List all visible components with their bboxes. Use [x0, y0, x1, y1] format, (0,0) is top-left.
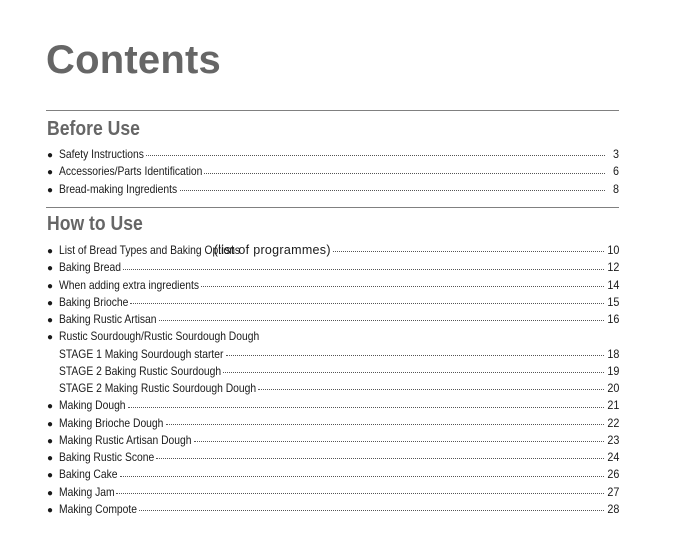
section-how-to-use [46, 207, 619, 518]
toc-entry[interactable] [46, 484, 619, 501]
dot-leader [166, 424, 604, 425]
page-number: 24 [606, 450, 619, 464]
dot-leader [223, 372, 604, 373]
entry-label: Making Brioche Dough [59, 415, 164, 430]
dot-leader [201, 286, 604, 287]
section-before-use [46, 110, 619, 198]
dot-leader [258, 389, 603, 390]
toc-entry[interactable] [46, 501, 619, 518]
page-number: 26 [606, 467, 619, 482]
bullet-icon: ● [47, 280, 54, 292]
entry-note: (list of programmes) [213, 243, 331, 257]
bullet-icon: ● [47, 297, 54, 309]
page-number: 15 [606, 294, 619, 309]
entry-label: Baking Rustic Artisan [59, 312, 157, 326]
toc-subentry[interactable] [46, 380, 619, 397]
bullet-icon: ● [47, 315, 54, 326]
toc-entry[interactable] [46, 397, 619, 414]
section-title: Before Use [47, 118, 140, 140]
dot-leader [139, 510, 604, 511]
entry-label: Rustic Sourdough/Rustic Sourdough Dough [59, 329, 260, 344]
page-title: Contents [46, 38, 221, 82]
dot-leader [204, 173, 605, 174]
toc-subentry[interactable] [46, 363, 619, 380]
entry-label: Safety Instructions [59, 147, 144, 161]
entry-label: Baking Brioche [59, 294, 129, 309]
entry-label: Making Compote [59, 501, 138, 516]
bullet-icon: ● [47, 167, 54, 179]
page-number: 10 [606, 243, 619, 257]
page-number: 3 [612, 147, 619, 161]
entry-label: When adding extra ingredients [59, 277, 199, 292]
dot-leader [180, 190, 605, 191]
dot-leader [130, 303, 604, 304]
entry-label: Baking Bread [59, 260, 121, 275]
toc-entry[interactable] [46, 259, 619, 276]
bullet-icon: ● [47, 504, 54, 516]
page-number: 14 [606, 277, 619, 292]
bullet-icon: ● [47, 470, 54, 482]
toc-entry[interactable] [46, 146, 619, 163]
section-divider [46, 207, 619, 208]
entry-label: Making Jam [59, 484, 115, 499]
toc-entry[interactable] [46, 181, 619, 198]
page-number: 21 [606, 398, 619, 413]
entry-label: List of Bread Types and Baking Options [59, 243, 241, 257]
toc-entry[interactable] [46, 415, 619, 432]
dot-leader [194, 441, 604, 442]
page-number: 16 [606, 312, 619, 326]
entry-label: STAGE 1 Making Sourdough starter [59, 346, 224, 361]
page-number: 23 [606, 432, 619, 447]
toc-entry[interactable] [46, 432, 619, 449]
page-number: 18 [606, 346, 619, 361]
page-number: 27 [606, 484, 619, 499]
dot-leader [159, 320, 604, 321]
toc-entry[interactable] [46, 311, 619, 328]
entry-label: STAGE 2 Making Rustic Sourdough Dough [59, 381, 257, 395]
page-number: 8 [612, 181, 619, 196]
entry-label: Bread-making Ingredients [59, 181, 178, 196]
bullet-icon: ● [47, 487, 54, 499]
bullet-icon: ● [47, 418, 54, 430]
dot-leader [116, 493, 603, 494]
bullet-icon: ● [47, 401, 54, 413]
page-number: 22 [606, 415, 619, 430]
section-title: How to Use [47, 213, 143, 235]
dot-leader [226, 355, 604, 356]
dot-leader [333, 251, 604, 252]
toc-entry[interactable] [46, 449, 619, 466]
entry-label: Accessories/Parts Identification [59, 164, 203, 179]
page-number: 28 [606, 501, 619, 516]
dot-leader [156, 458, 604, 459]
dot-leader [123, 269, 604, 270]
entry-label: Making Rustic Artisan Dough [59, 432, 192, 447]
page-number: 12 [606, 260, 619, 275]
toc-entry[interactable] [46, 328, 619, 345]
dot-leader [146, 155, 605, 156]
bullet-icon: ● [47, 150, 54, 161]
toc-entry[interactable] [46, 294, 619, 311]
page-number: 20 [606, 381, 619, 395]
bullet-icon: ● [47, 453, 54, 464]
toc-entry[interactable] [46, 242, 619, 259]
dot-leader [128, 407, 604, 408]
toc-entry[interactable] [46, 163, 619, 180]
bullet-icon: ● [47, 332, 54, 344]
bullet-icon: ● [47, 263, 54, 275]
bullet-icon: ● [47, 184, 54, 196]
bullet-icon: ● [47, 246, 54, 257]
dot-leader [120, 476, 604, 477]
section-divider [46, 110, 619, 111]
page-number: 19 [606, 363, 619, 378]
entry-label: Making Dough [59, 398, 126, 413]
toc-subentry[interactable] [46, 346, 619, 363]
bullet-icon: ● [47, 435, 54, 447]
toc-entry[interactable] [46, 466, 619, 483]
entry-label: Baking Rustic Scone [59, 450, 155, 464]
page-number: 6 [612, 164, 619, 179]
entry-label: Baking Cake [59, 467, 118, 482]
entry-label: STAGE 2 Baking Rustic Sourdough [59, 363, 222, 378]
toc-entry[interactable] [46, 277, 619, 294]
